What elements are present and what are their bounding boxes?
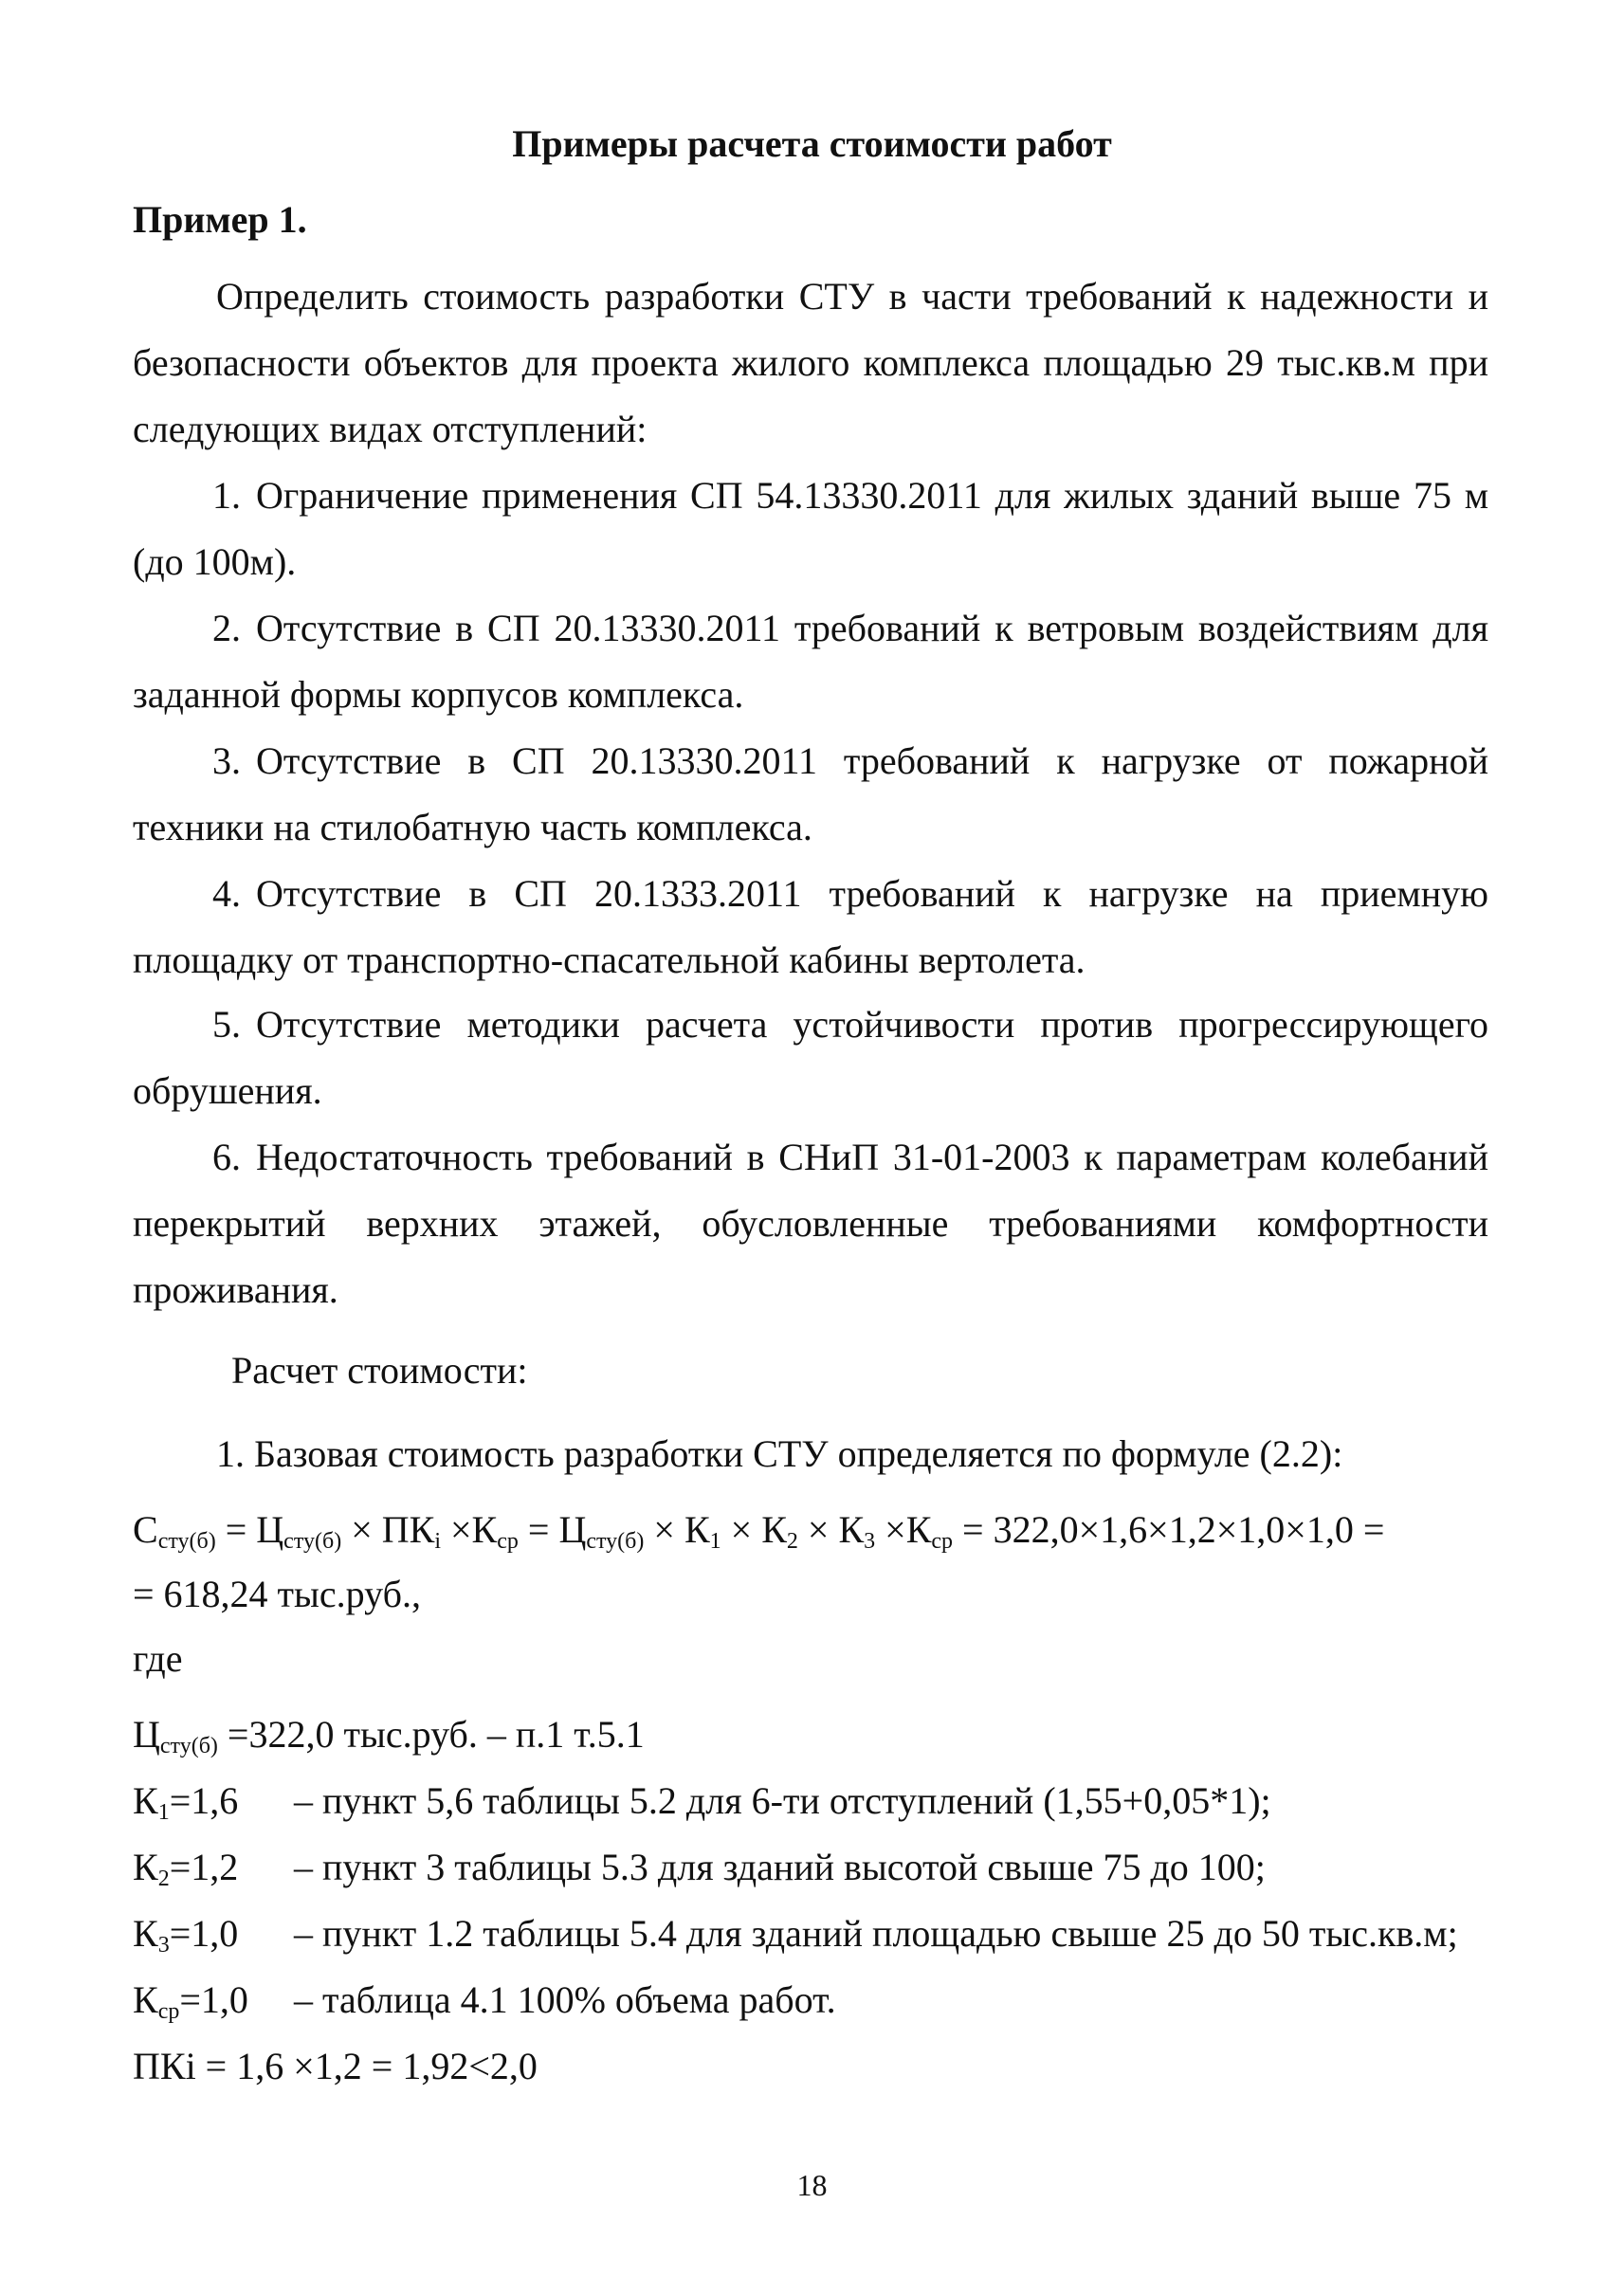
item-number: 5. — [212, 1003, 241, 1046]
definition-k3: $К_3=1,0$ — [133, 1912, 239, 1958]
item-text: Ограничение применения СП 54.13330.2011 для жилых зданий выше 75 м (до 100м). — [133, 474, 1488, 583]
deviation-item-5 — [133, 992, 1488, 1124]
deviation-item-1 — [133, 463, 1488, 595]
formula-result: = 618,24 тыс.руб., — [133, 1573, 421, 1615]
calculation-heading: Расчет стоимости: — [231, 1349, 528, 1392]
item-text: Отсутствие в СП 20.1333.2011 требований к нагрузке на приемную площадку от транспортно-спасательной кабины вертолета. — [133, 872, 1488, 981]
page-title: Примеры расчета стоимости работ — [512, 122, 1112, 165]
definition-k2: $К_2=1,2$ — [133, 1846, 239, 1891]
item-number: 6. — [212, 1136, 241, 1178]
intro-paragraph: Определить стоимость разработки СТУ в части требований к надежности и безопасности объектов для проекта жилого комплекса площадью 29 тыс.кв.м при следующих видах отступлений: — [133, 275, 1488, 450]
item-text: Отсутствие методики расчета устойчивости против прогрессирующего обрушения. — [133, 1003, 1488, 1112]
item-number: 3. — [212, 739, 241, 782]
item-number: 2. — [212, 607, 241, 649]
where-label: где — [133, 1637, 183, 1680]
item-number: 4. — [212, 872, 241, 915]
item-text: Отсутствие в СП 20.13330.2011 требований к ветровым воздействиям для заданной формы корпусов комплекса. — [133, 607, 1488, 716]
definition-k3-desc: – пункт 1.2 таблицы 5.4 для зданий площадью свыше 25 до 50 тыс.кв.м; — [294, 1912, 1458, 1955]
definition-ts: $Ц_{сту(б)} =322,0$ тыс.руб. – п.1 т.5.1 — [133, 1713, 645, 1758]
definition-k1: $К_1=1,6$ — [133, 1779, 239, 1825]
page-number: 18 — [796, 2168, 828, 2202]
item-text: Недостаточность требований в СНиП 31-01-2003 к параметрам колебаний перекрытий верхних этажей, обусловленные требованиями комфортности проживания. — [133, 1136, 1488, 1311]
item-number: 1. — [212, 474, 241, 517]
definition-k2-desc: – пункт 3 таблицы 5.3 для зданий высотой свыше 75 до 100; — [294, 1846, 1266, 1888]
example-heading: Пример 1. — [133, 198, 307, 241]
definition-k1-desc: – пункт 5,6 таблицы 5.2 для 6-ти отступлений (1,55+0,05*1); — [294, 1779, 1271, 1822]
definition-kcp: $К_{ср}=1,0$ — [133, 1978, 248, 2024]
formula-line: $С_{сту(б)} = Ц_{сту(б)} \times ПК_i \times К_{ср} = Ц_{сту(б)} \times К_1 \times К_2 \times К_3 \times К_{ср} = 322,0\times 1,6\times 1,2\times 1,0\times 1,0$ = — [133, 1508, 1385, 1554]
item-text: Отсутствие в СП 20.13330.2011 требований к нагрузке от пожарной техники на стилобатную часть комплекса. — [133, 739, 1488, 848]
pki-line: ПКi = 1,6 ×1,2 = 1,92<2,0 — [133, 2045, 538, 2087]
deviation-item-2 — [133, 595, 1488, 728]
base-cost-line: 1. Базовая стоимость разработки СТУ определяется по формуле (2.2): — [216, 1432, 1343, 1475]
deviation-item-6 — [133, 1124, 1488, 1323]
definition-kcp-desc: – таблица 4.1 100% объема работ. — [294, 1978, 836, 2021]
deviation-item-3 — [133, 728, 1488, 861]
deviation-item-4 — [133, 861, 1488, 993]
